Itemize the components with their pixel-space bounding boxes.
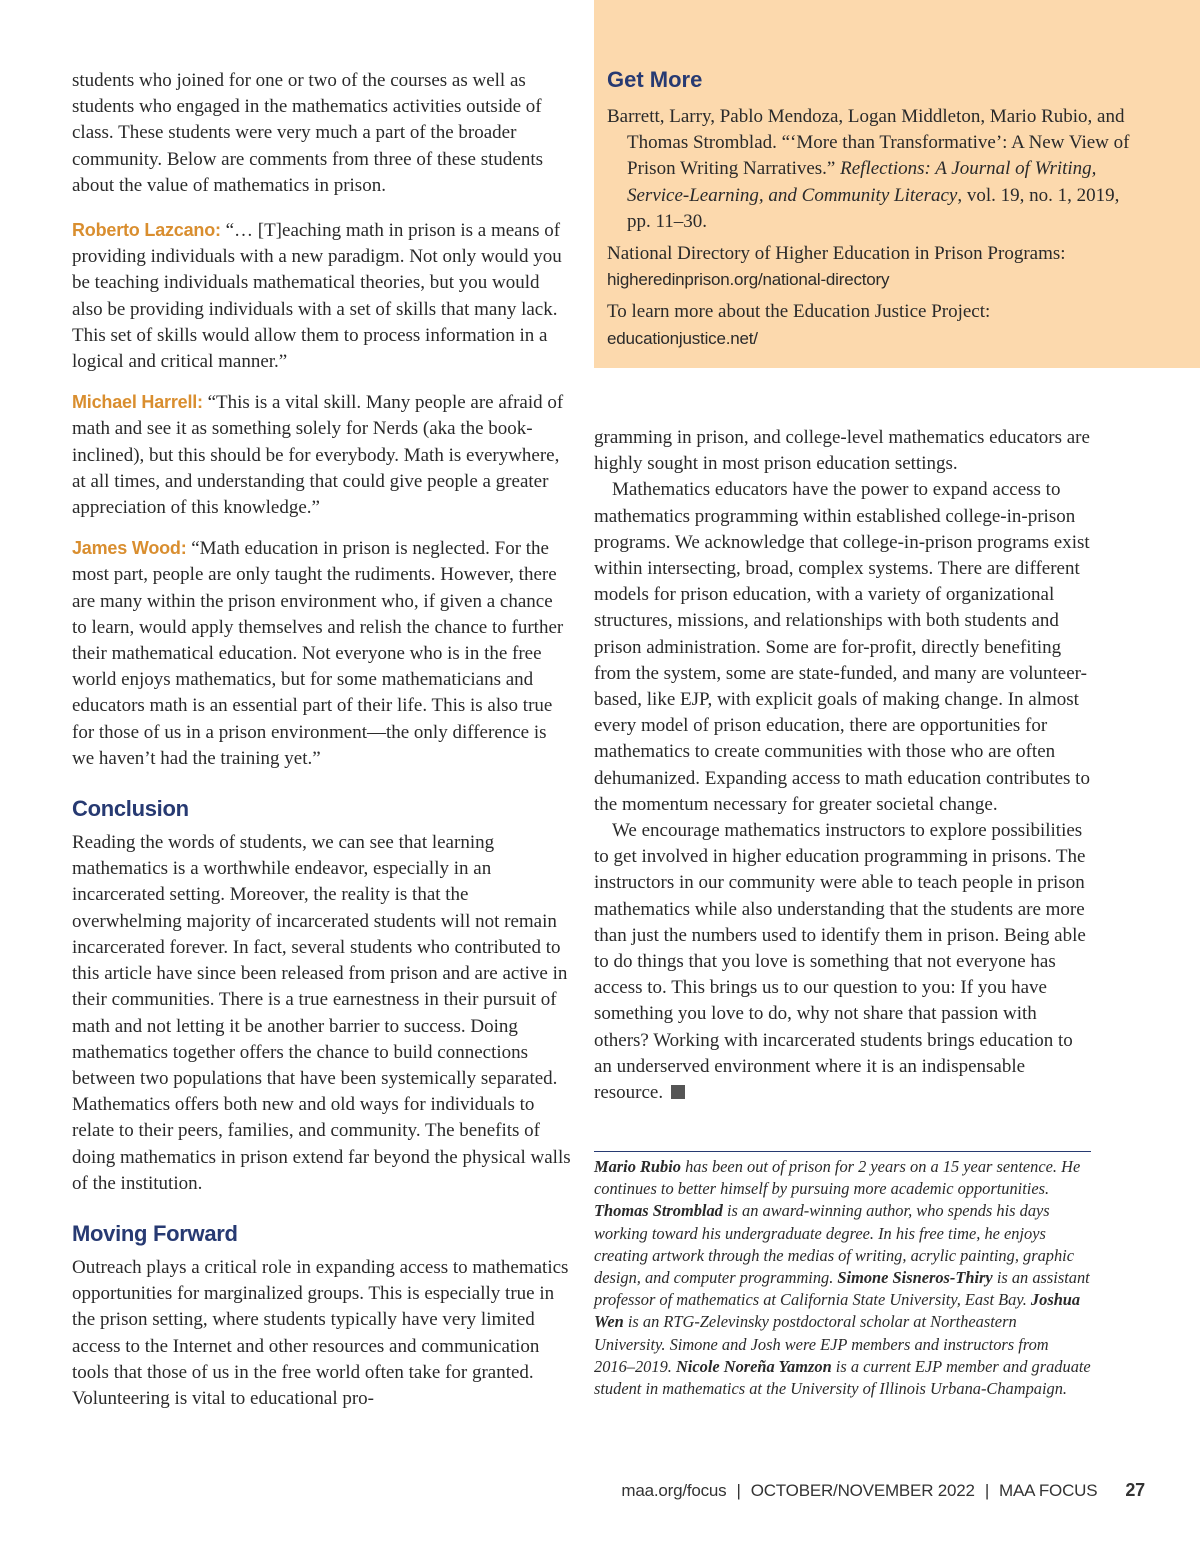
bio-text: is an RTG-Zelevinsky postdoctoral scholar at Northeastern University. Simone and Josh were EJP members and instructors from 2016–2019. <box>594 1312 1049 1376</box>
footer-separator: | <box>984 1481 990 1500</box>
speaker-name: Roberto Lazcano: <box>72 220 221 241</box>
bio-text: is an assistant professor of mathematics at California State University, East Bay. <box>594 1268 1090 1310</box>
quote-james-wood <box>72 535 572 772</box>
footer-magazine: MAA FOCUS <box>999 1481 1098 1500</box>
bio-text: is an award-winning author, who spends his days working toward his undergraduate degree. In his free time, he enjoys creating artwork through the medias of writing, acrylic painting, graphic design, and computer programming. <box>594 1201 1075 1288</box>
ejp-label: To learn more about the Education Justice Project: <box>607 301 991 323</box>
bio-name: Joshua Wen <box>594 1290 1081 1332</box>
conclusion-heading: Conclusion <box>72 796 189 822</box>
get-more-box <box>594 0 1200 368</box>
quote-text: “Math education in prison is neglected. For the most part, people are only taught the rudiments. However, there are many within the prison environment who, if given a chance to learn, would apply themselves and relish the chance to further their mathematical education. Not everyone who is in the free world enjoys mathematics, but for some mathematicians and educators math is an essential part of their life. This is also true for those of us in a prison environment—the only difference is we haven’t had the training yet.” <box>72 538 564 769</box>
bio-divider <box>594 1151 1091 1152</box>
speaker-name: James Wood: <box>72 538 187 559</box>
footer-separator: | <box>736 1481 741 1500</box>
ejp-link[interactable]: educationjustice.net/ <box>607 328 758 348</box>
page-number: 27 <box>1125 1480 1145 1500</box>
quote-michael-harrell <box>72 389 572 521</box>
reference-details: , vol. 19, no. 1, 2019, pp. 11–30. <box>627 184 1120 232</box>
quote-roberto-lazcano <box>72 217 572 375</box>
bio-name: Nicole Noreña Yamzon <box>675 1356 832 1376</box>
get-more-heading: Get More <box>607 67 703 92</box>
end-mark-icon <box>671 1085 685 1099</box>
directory-label: National Directory of Higher Education in Prison Programs: <box>607 243 1066 265</box>
moving-forward-paragraph: Outreach plays a critical role in expanding access to mathematics opportunities for marginalized groups. This is especially true in the prison setting, where students typically have very limited access to the Internet and other resources and communication tools that those of us in the free world often take for granted. Volunteering is vital to educational pro- <box>72 1256 569 1409</box>
left-column <box>72 68 572 1426</box>
author-bios <box>594 1156 1091 1400</box>
right-column <box>594 425 1094 1106</box>
bio-name: Mario Rubio <box>594 1157 681 1176</box>
right-paragraph-2: Mathematics educators have the power to expand access to mathematics programming within established college-in-prison programs. We acknowledge that college-in-prison programs exist within intersecting, broad, complex systems. There are different models for prison education, with a variety of organizational structures, missions, and relationships with both students and prison administration. Some are for-profit, directly benefiting from the system, some are state-funded, and many are volunteer-based, like EJP, with explicit goals of making change. In almost every model of prison education, there are opportunities for mathematics to create communities with those who are often dehumanized. Expanding access to math education contributes to the momentum necessary for greater societal change. <box>594 479 1090 815</box>
right-paragraph-3 <box>594 818 1094 1106</box>
right-paragraph-3-text: We encourage mathematics instructors to explore possibilities to get involved in higher education programming in prisons. The instructors in our community were able to teach people in prison mathematics while also understanding that the students are more than just the numbers used to identify them in prison. Being able to do things that you love is something that not everyone has access to. This brings us to our question to you: If you have something you love to do, why not share that passion with others? Working with incarcerated students brings education to an underserved environment where it is an indispensable resource. <box>594 820 1086 1104</box>
bio-text: is a current EJP member and graduate student in mathematics at the University of Illinois Urbana-Champaign. <box>594 1356 1091 1399</box>
ejp-item <box>607 299 1140 351</box>
quote-text: “… [T]eaching math in prison is a means of providing individuals with a new paradigm. Not only would you be teaching individuals mathematical theories, but you would also be providing individuals with a set of skills that many lack. This set of skills would allow them to process information in a logical and critical manner.” <box>72 220 562 373</box>
reference-authors-title: Barrett, Larry, Pablo Mendoza, Logan Middleton, Mario Rubio, and Thomas Stromblad. “‘More than Transformative’: A New View of Prison Writing Narratives.” <box>607 106 1130 180</box>
intro-paragraph: students who joined for one or two of the courses as well as students who engaged in the mathematics activities outside of class. These students were very much a part of the broader community. Below are comments from three of these students about the value of mathematics in prison. <box>72 70 544 196</box>
bio-name: Thomas Stromblad <box>594 1201 723 1221</box>
bio-text: has been out of prison for 2 years on a 15 year sentence. He continues to better himself by pursuing more academic opportunities. <box>594 1157 1081 1199</box>
quote-text: “This is a vital skill. Many people are afraid of math and see it as something solely for Nerds (aka the book-inclined), but this should be for everybody. Math is everywhere, at all times, and understanding that could give people a greater appreciation of this knowledge.” <box>72 392 564 519</box>
reference-entry <box>607 104 1140 235</box>
conclusion-paragraph: Reading the words of students, we can see that learning mathematics is a worthwhile endeavor, especially in an incarcerated setting. Moreover, the reality is that the overwhelming majority of incarcerated students will not remain incarcerated forever. In fact, several students who contributed to this article have since been released from prison and are active in their communities. There is a true earnestness in their pursuit of math and not letting it be another barrier to success. Doing mathematics together offers the chance to build connections between two populations that have been systemically separated. Mathematics offers both new and old ways for individuals to relate to their peers, families, and community. The benefits of doing mathematics in prison extend far beyond the physical walls of the institution. <box>72 832 571 1194</box>
footer-issue: OCTOBER/NOVEMBER 2022 <box>750 1481 975 1500</box>
directory-item <box>607 241 1140 293</box>
footer-site-link[interactable]: maa.org/focus <box>621 1481 727 1500</box>
bio-name: Simone Sisneros-Thiry <box>837 1268 993 1288</box>
speaker-name: Michael Harrell: <box>72 392 203 413</box>
moving-forward-heading: Moving Forward <box>72 1220 238 1246</box>
directory-link[interactable]: higheredinprison.org/national-directory <box>607 270 890 290</box>
reference-journal: Reflections: A Journal of Writing, Service-Learning, and Community Literacy <box>627 158 1097 206</box>
right-paragraph-1: gramming in prison, and college-level mathematics educators are highly sought in most prison education settings. <box>594 427 1090 475</box>
page-footer <box>621 1480 1145 1501</box>
